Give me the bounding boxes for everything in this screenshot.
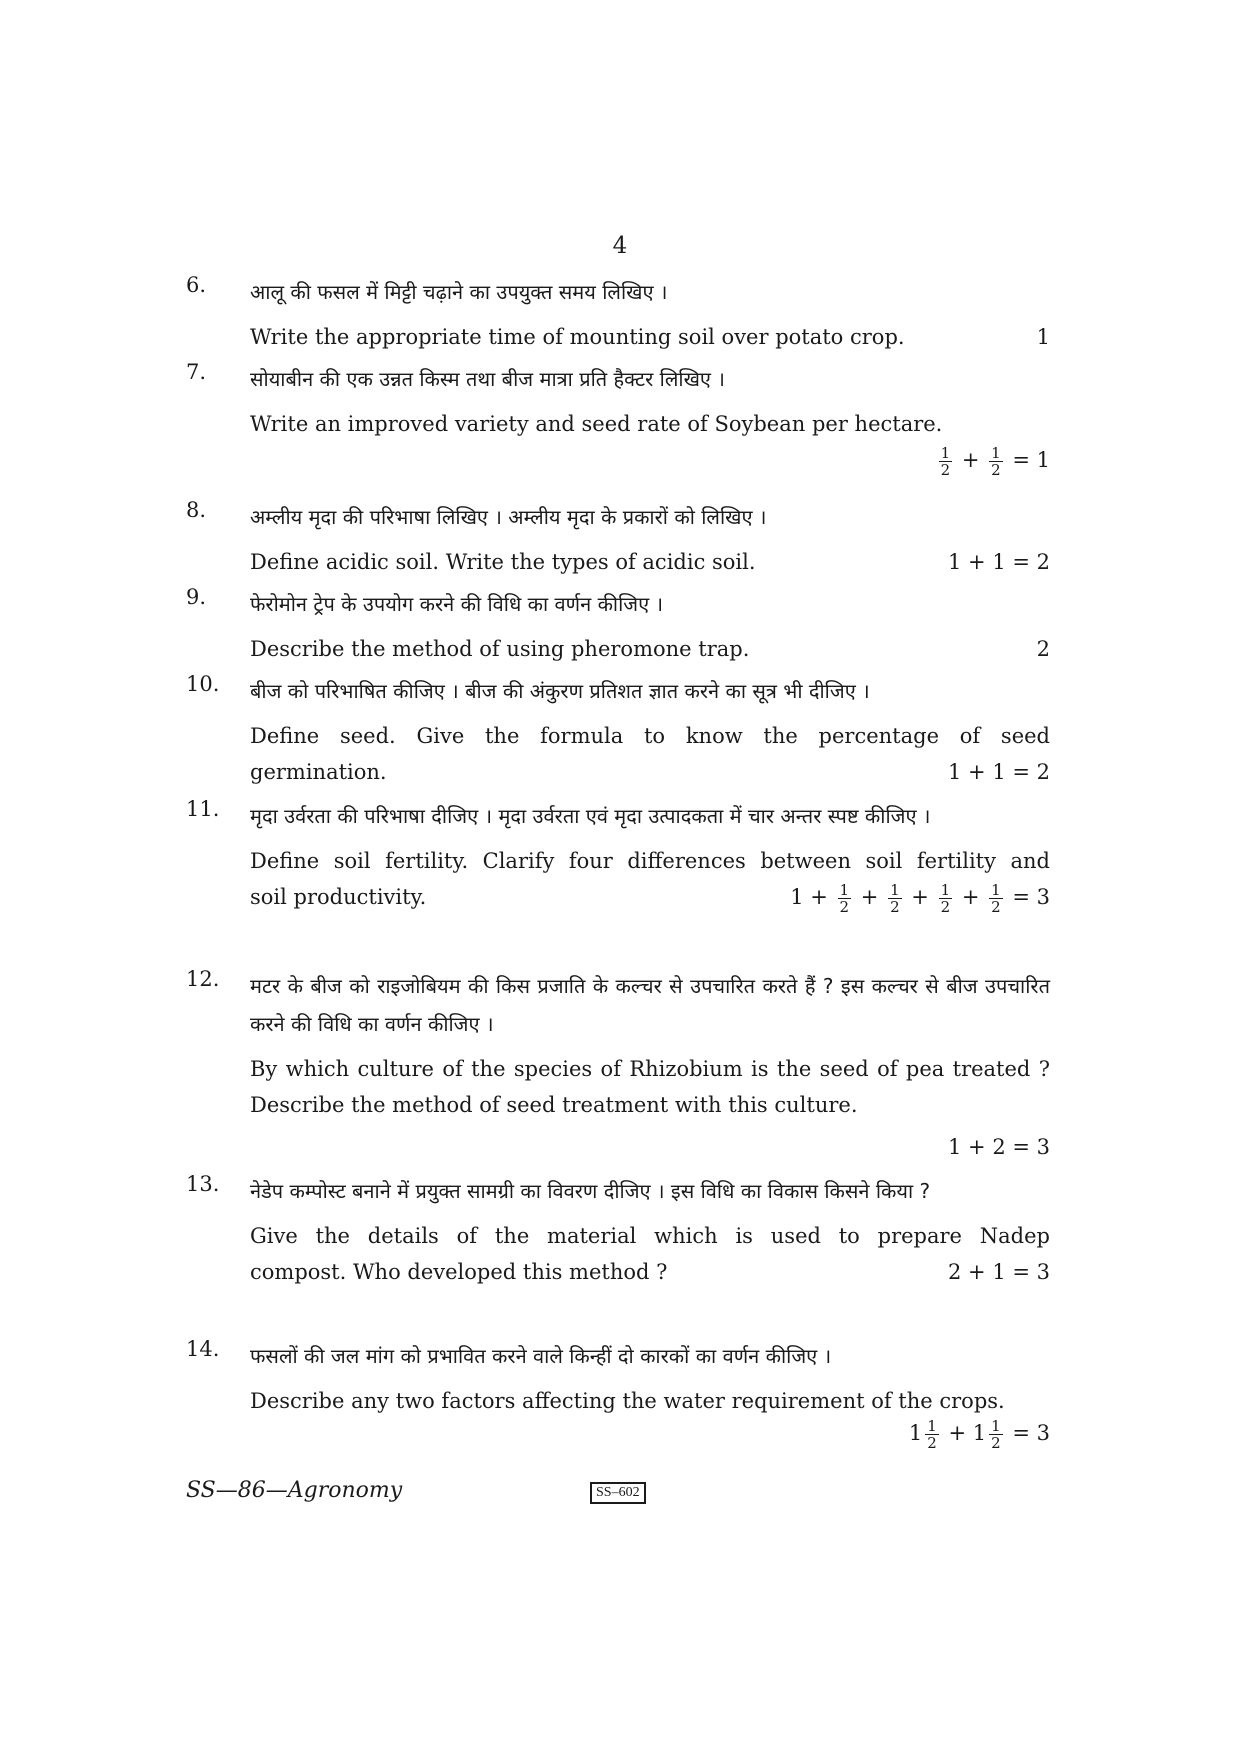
question-english: Describe any two factors affecting the water requirement of the crops. [250,1389,1005,1413]
question-english: Give the details of the material which is used to prepare Nadep [250,1224,1050,1248]
question-7 [186,360,1050,478]
question-hindi: मृदा उर्वरता की परिभाषा दीजिए । मृदा उर्वरता एवं मृदा उत्पादकता में चार अन्तर स्पष्ट कीजिए । [250,804,931,828]
question-english: Define seed. Give the formula to know the percentage of seed [250,724,1050,748]
question-hindi: बीज को परिभाषित कीजिए । बीज की अंकुरण प्रतिशत ज्ञात करने का सूत्र भी दीजिए । [250,679,870,703]
question-10 [186,672,1050,790]
question-hindi: अम्लीय मृदा की परिभाषा लिखिए । अम्लीय मृदा के प्रकारों को लिखिए । [250,505,767,529]
question-number: 13. [186,1172,220,1196]
question-english-text: Write the appropriate time of mounting soil over potato crop. [250,325,905,349]
question-english [250,1254,1050,1290]
question-english-text: compost. Who developed this method ? [250,1260,668,1284]
fraction-half: $\frac{1}{2}$ [940,444,951,479]
question-hindi: सोयाबीन की एक उन्नत किस्म तथा बीज मात्रा प्रति हैक्टर लिखिए । [250,367,725,391]
question-marks: 2 + 1 = 3 [948,1260,1050,1284]
fraction-half: $\frac{1}{2}$ [991,1417,1001,1452]
question-marks: $\frac{1}{2}$ + $\frac{1}{2}$ = 1 [940,444,1050,479]
page-number: 4 [612,233,628,259]
question-number: 12. [186,967,220,991]
question-english-text: Define acidic soil. Write the types of acidic soil. [250,550,756,574]
question-marks: 1 + 1 = 2 [948,550,1050,574]
fraction-half: $\frac{1}{2}$ [890,881,900,916]
question-12 [186,967,1050,1165]
fraction-half: $\frac{1}{2}$ [940,881,951,916]
question-hindi: फेरोमोन ट्रेप के उपयोग करने की विधि का वर्णन कीजिए । [250,592,664,616]
question-hindi: नेडेप कम्पोस्ट बनाने में प्रयुक्त सामग्री का विवरण दीजिए । इस विधि का विकास किसने किया ? [250,1179,931,1203]
question-english [250,754,1050,790]
fraction-half: $\frac{1}{2}$ [927,1417,937,1452]
question-number: 9. [186,585,207,609]
question-english [250,631,1050,667]
question-marks: 1 $\frac{1}{2}$ + 1 $\frac{1}{2}$ = 3 [908,1417,1050,1452]
question-number: 14. [186,1337,220,1361]
question-hindi: आलू की फसल में मिट्टी चढ़ाने का उपयुक्त समय लिखिए । [250,280,668,304]
question-hindi: फसलों की जल मांग को प्रभावित करने वाले किन्हीं दो कारकों का वर्णन कीजिए । [250,1344,832,1368]
fraction-half: $\frac{1}{2}$ [991,881,1001,916]
question-english [250,319,1050,355]
question-number: 8. [186,498,207,522]
question-11 [186,797,1050,915]
question-9 [186,585,1050,667]
question-english: By which culture of the species of Rhizobium is the seed of pea treated ? Describe the method of seed treatment with this culture. [250,1057,1050,1117]
question-english: Write an improved variety and seed rate of Soybean per hectare. [250,412,943,436]
question-english-text: soil productivity. [250,885,427,909]
question-english-text: Describe the method of using pheromone trap. [250,637,750,661]
question-marks: 1 + 1 = 2 [948,760,1050,784]
question-number: 7. [186,360,207,384]
question-number: 6. [186,273,207,297]
question-number: 10. [186,672,220,696]
footer-paper-title: SS—86—Agronomy [186,1478,403,1503]
question-8 [186,498,1050,580]
question-hindi: मटर के बीज को राइजोबियम की किस प्रजाति के कल्चर से उपचारित करते हैं ? इस कल्चर से बीज उपचारित करने की विधि का वर्णन कीजिए । [250,974,1050,1036]
question-english [250,544,1050,580]
question-13 [186,1172,1050,1290]
question-marks: 2 [1036,637,1050,661]
fraction-half: $\frac{1}{2}$ [991,444,1001,479]
question-english-text: germination. [250,760,387,784]
footer-paper-code: SS–602 [590,1482,646,1504]
question-marks: 1 + $\frac{1}{2}$ + $\frac{1}{2}$ + $\frac{1}{2}$ + $\frac{1}{2}$ = 3 [790,881,1050,916]
question-english [250,879,1050,915]
question-marks: 1 + 2 = 3 [948,1135,1050,1159]
question-number: 11. [186,797,220,821]
question-english: Define soil fertility. Clarify four differences between soil fertility and [250,849,1050,873]
question-14 [186,1337,1050,1451]
fraction-half: $\frac{1}{2}$ [839,881,850,916]
question-6 [186,273,1050,355]
question-marks: 1 [1036,325,1050,349]
